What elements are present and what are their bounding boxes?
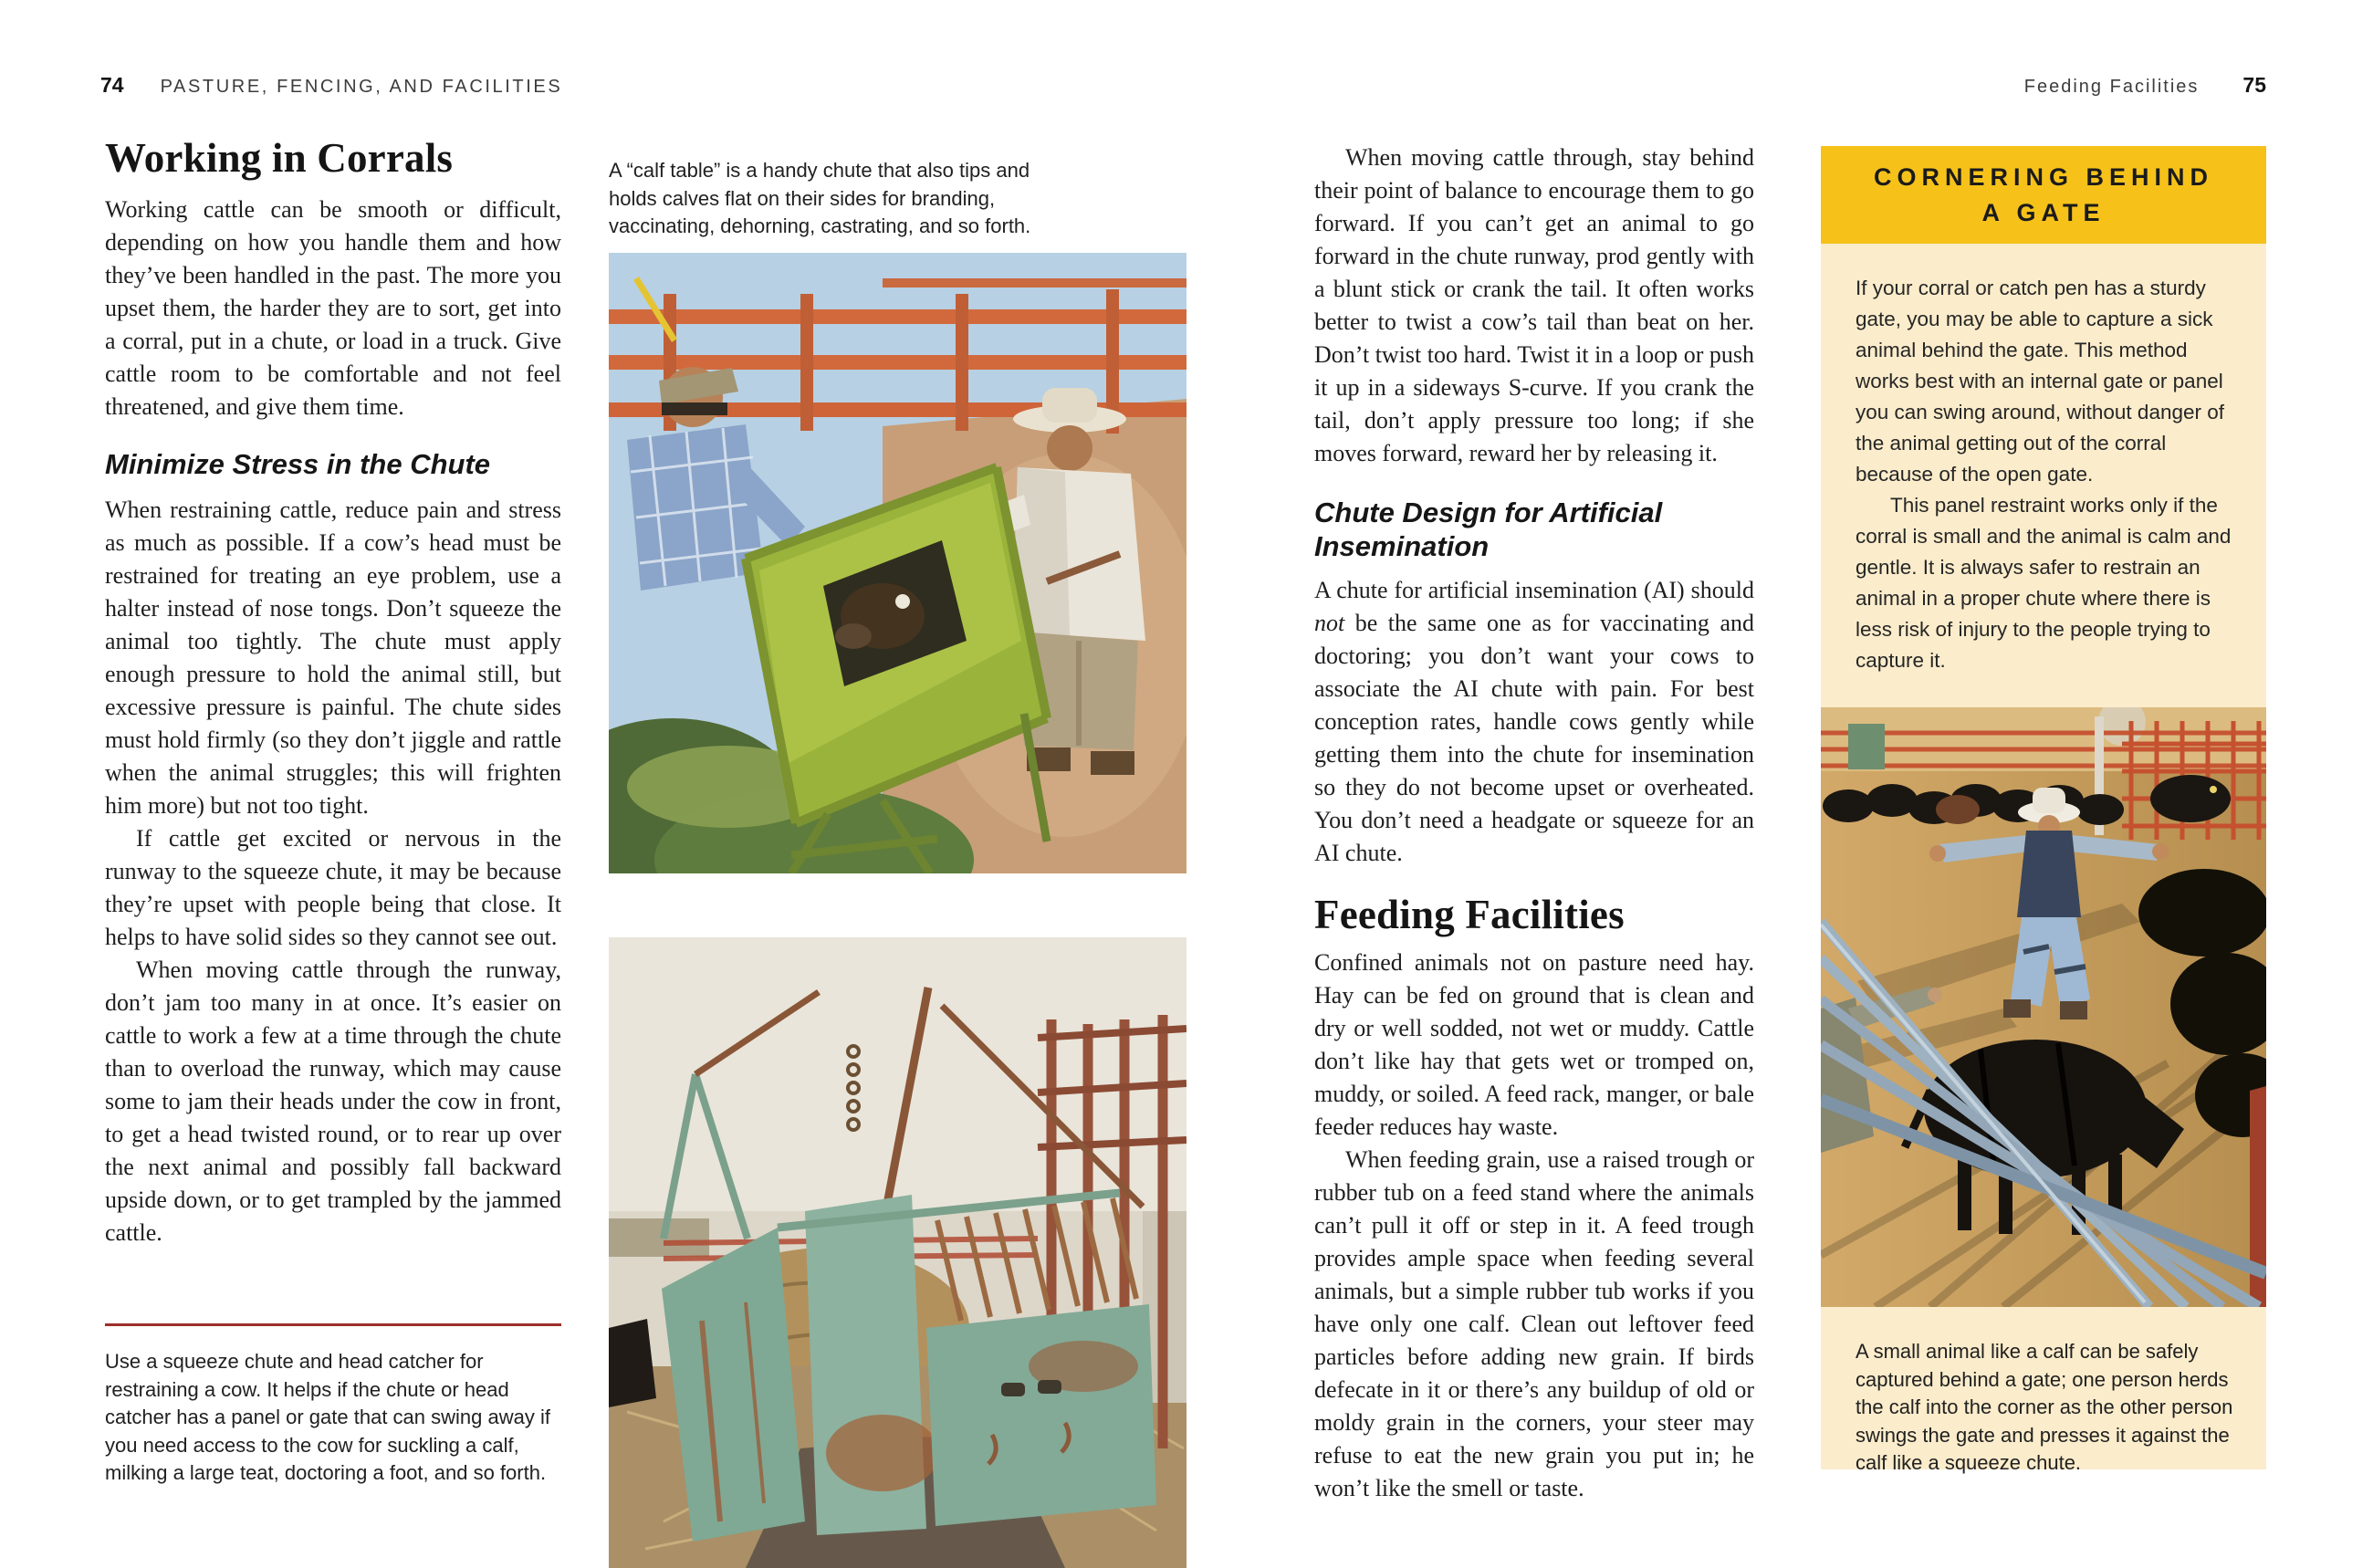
intro-paragraph (105, 193, 561, 423)
section-heading-feeding-facilities: Feeding Facilities (1314, 892, 1625, 937)
ear-tag (2210, 786, 2217, 793)
right-page-header (2024, 73, 2266, 98)
paragraph: When moving cattle through the runway, don’t jam too many in at once. It’s easier on cattle to work a few at a time through the chute than to overload the runway, which may cause some to jam their heads under the cow in front, to get a head twisted round, or to rear up over the next animal and possibly fall backward upside down, or to get trampled by the jammed cattle. (105, 956, 561, 1246)
photo-cornering-calf (1821, 707, 2266, 1307)
cowboy-hat-crown (1042, 388, 1097, 423)
photo-calf-table-in-use (609, 253, 1186, 873)
rust-patch (826, 1415, 939, 1491)
paragraph: Confined animals not on pasture need hay. Hay can be fed on ground that is clean and dry or well sodded, not wet or muddy. Cattle don’t like hay that gets wet or tromped on, muddy, or soiled. A feed rack, manger, or bale feeder reduces hay waste. (1314, 949, 1754, 1140)
sub-heading-minimize-stress: Minimize Stress in the Chute (105, 448, 491, 480)
body-paragraphs (1314, 141, 1754, 470)
section-heading: Working in Corrals (105, 135, 454, 181)
lower-side-panel (926, 1304, 1156, 1526)
sidebar-paragraph: If your corral or catch pen has a sturdy gate, you may be able to capture a sick animal behind the gate. This method works best with an internal gate or panel you can swing around, without danger of the animal getting out of the corral because of the open gate. (1856, 277, 2225, 486)
text-run: A chute for artificial insemination (AI) should (1314, 577, 1754, 603)
right-page-number: 75 (2242, 73, 2266, 97)
paragraph: When restraining cattle, reduce pain and stress as much as possible. If a cow’s head must be restrained for treating an eye problem, use a halter instead of nose tongs. Don’t squeeze the animal too tightly. The chute must apply enough pressure to hold the animal still, but excessive pressure is painful. The chute sides must hold firmly (so they don’t jiggle and rattle when the animal struggles; this will frighten him more) but not too tight. (105, 497, 561, 819)
boot (2003, 999, 2031, 1018)
body-paragraphs (1314, 946, 1754, 1505)
italic-word: not (1314, 610, 1345, 636)
photo-old-chute-illustration (609, 937, 1186, 1568)
caption-rule (105, 1323, 561, 1326)
text-run: be the same one as for vaccinating and doctoring; you don’t want your cows to associate the AI chute with pain. For best conception rates, handle cows gently while getting them into the chute for insemination so they do not become upset or overheated. You don’t need a headgate or squeeze for an AI chute. (1314, 610, 1754, 866)
sidebar-title-line1: CORNERING BEHIND (1873, 162, 2213, 191)
body-paragraphs (105, 494, 561, 1249)
ai-paragraph (1314, 574, 1754, 870)
left-page-number: 74 (100, 73, 124, 97)
squeeze-chute-caption: Use a squeeze chute and head catcher for restraining a cow. It helps if the chute or head catcher has a panel or gate that can swing away if you need access to the cow for suckling a calf, milking a large teat, doctoring a foot, and so forth. (105, 1350, 550, 1484)
ear-tag (895, 594, 910, 609)
calf-snout (835, 623, 872, 649)
brown-cow (1936, 795, 1980, 824)
paragraph (1314, 574, 1754, 870)
photo-old-calf-table (609, 937, 1186, 1568)
sidebar-title-line2: A GATE (1981, 198, 2106, 226)
distant-strip (1821, 707, 2266, 771)
paragraph: If cattle get excited or nervous in the runway to the squeeze chute, it may be because they’re upset with people being that close. It helps to have solid sides so they cannot see out. (105, 825, 561, 950)
face (1047, 425, 1092, 471)
boot (1091, 751, 1134, 775)
paragraph: Working cattle can be smooth or difficult, depending on how you handle them and how they’ve been handled in the past. The more you upset them, the harder they are to sort, get into a corral, put in a chute, or load in a truck. Give cattle room to be comfortable and not feel threatened, and give them time. (105, 196, 561, 420)
sidebar-caption: A small animal like a calf can be safely captured behind a gate; one person herds the calf into the corner as the other person swings the gate and presses it against the calf like a squeeze chute. (1856, 1340, 2233, 1474)
photo-corral-illustration (1821, 707, 2266, 1307)
column-working-in-corrals (105, 135, 561, 1249)
right-running-head: Feeding Facilities (2023, 77, 2200, 97)
left-running-head: PASTURE, FENCING, AND FACILITIES (160, 77, 563, 97)
sidebar-paragraph: This panel restraint works only if the corral is small and the animal is calm and gentle. It is always safer to restrain an animal in a proper chute where there is less risk of injury to the people trying to capture it. (1856, 494, 2232, 672)
sidebar-body (1821, 244, 2266, 676)
hair (662, 402, 727, 415)
treeline (609, 1218, 709, 1257)
paragraph: When moving cattle through, stay behind their point of balance to encourage them to go forward. If you can’t get an animal to go forward in the chute runway, prod gently with a blunt stick or crank the tail. It often works better to twist a cow’s tail than beat on her. Don’t twist too hard. Twist it in a loop or push it up in a sideways S-curve. If you crank the tail, don’t apply pressure too long; if she moves forward, reward her by releasing it. (1314, 144, 1754, 466)
dark-vest (2017, 831, 2081, 917)
boot (2060, 1001, 2087, 1019)
white-hat-crown (2033, 788, 2065, 813)
left-page-header (100, 73, 562, 98)
column-feeding-facilities (1314, 141, 1754, 1505)
cow-in-pen (2150, 775, 2231, 822)
calf-table-caption: A “calf table” is a handy chute that also tips and holds calves flat on their sides for branding, vaccinating, dehorning, castrating, and so forth. (609, 159, 1031, 237)
sidebar-title-box (1821, 146, 2266, 244)
paragraph: When feeding grain, use a raised trough or rubber tub on a feed stand where the animals can’t pull it off or step in it. A feed trough provides ample space when feeding several animals, but a simple rubber tub works if you have only one calf. Clean out leftover feed particles before adding new grain. If birds defecate in it or there’s any buildup of old or moldy grain in the corners, your steer may refuse to eat the new grain you put in; he won’t like the smell or taste. (1314, 1146, 1754, 1501)
green-panel (1848, 724, 1885, 769)
photo-calf-table-illustration (609, 253, 1186, 873)
squeeze-chute-caption-block (105, 1323, 561, 1488)
sub-heading-chute-design: Chute Design for Artificial Insemination (1314, 497, 1663, 562)
